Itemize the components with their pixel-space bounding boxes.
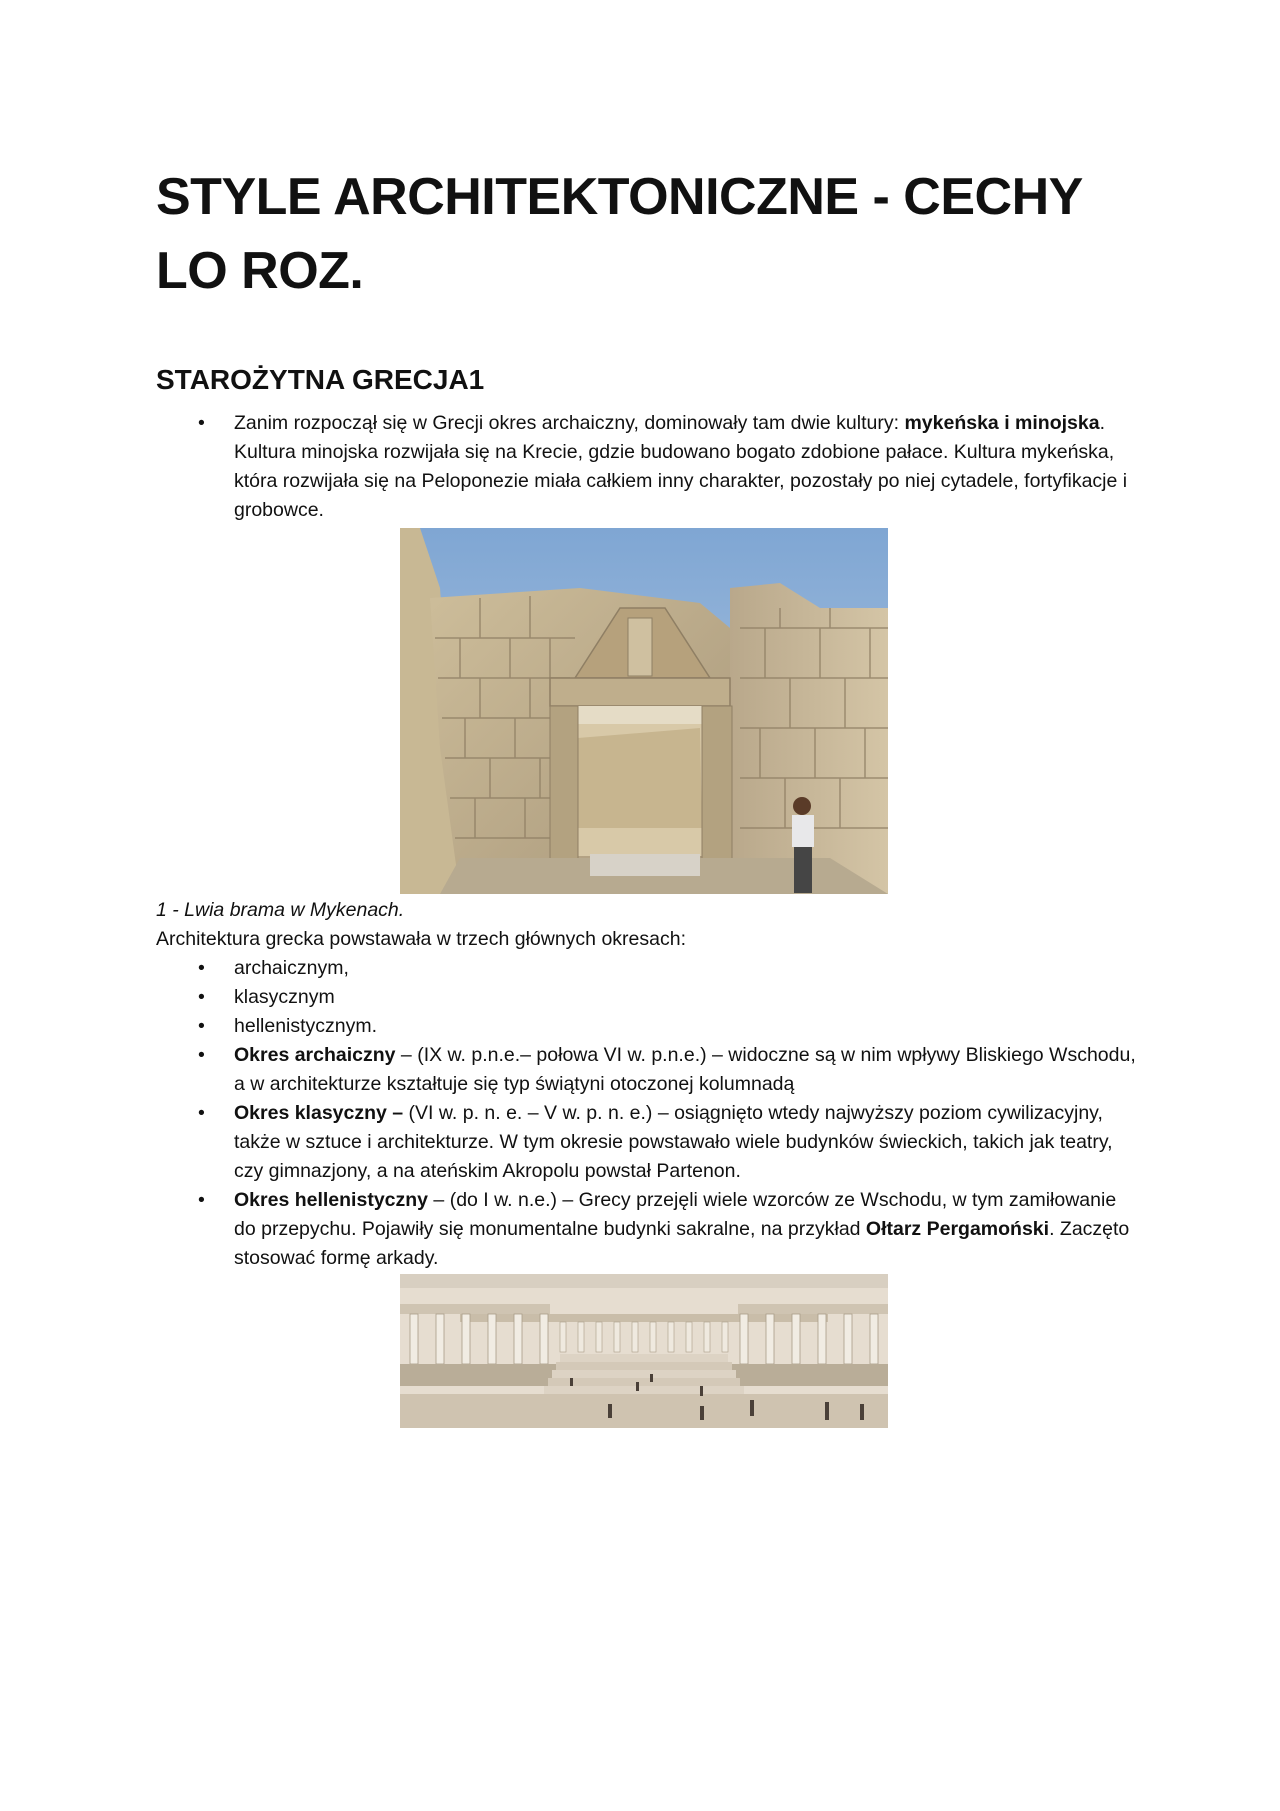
period-term: Okres archaiczny xyxy=(234,1044,396,1066)
intro-bold: mykeńska i minojska xyxy=(904,412,1100,434)
intro-text-2: . Kultura minojska rozwijała się na Krecie, gdzie budowano bogato zdobione pałace. Kultura mykeńska, która rozwijała się na Peloponezie miała całkiem inny charakter, pozostały po niej cytadele, fortyfikacje i grobowce. xyxy=(234,412,1128,521)
pergamon-altar-illustration xyxy=(400,1274,888,1428)
period-bold: Ołtarz Pergamoński xyxy=(865,1218,1050,1240)
figure-caption: 1 - Lwia brama w Mykenach. xyxy=(156,899,405,921)
periods-list xyxy=(156,954,1136,1273)
list-item: • klasycznym xyxy=(156,983,1136,1012)
section-heading: STAROŻYTNA GRECJA1 xyxy=(156,364,485,395)
period-term: Okres klasyczny – xyxy=(234,1102,404,1124)
period-term: Okres hellenistyczny xyxy=(234,1189,429,1211)
period-text: – (do I w. n.e.) – Grecy przejęli wiele wzorców ze Wschodu, w tym zamiłowanie do przepychu. Pojawiły się monumentalne budynki sakralne, na przykład xyxy=(234,1189,1117,1240)
pergamon-altar-photo xyxy=(400,1274,888,1428)
period-text: . Zaczęto stosować formę arkady. xyxy=(234,1218,1130,1269)
period-text: – (IX w. p.n.e.– połowa VI w. p.n.e.) – widoczne są w nim wpływy Bliskiego Wschodu, a w architekturze kształtuje się typ świątyni otoczonej kolumnadą xyxy=(234,1044,1136,1095)
list-item xyxy=(156,1099,1136,1186)
period-text: (VI w. p. n. e. – V w. p. n. e.) – osiągnięto wtedy najwyższy poziom cywilizacyjny, także w sztuce i architekturze. W tym okresie powstawało wiele budynków świeckich, takich jak teatry, czy gimnazjony, a na ateńskim Akropolu powstał Partenon. xyxy=(234,1102,1113,1182)
list-item xyxy=(156,1041,1136,1099)
intro-list xyxy=(156,409,1136,525)
intro-item xyxy=(156,409,1136,525)
lion-gate-photo xyxy=(400,528,888,894)
list-item xyxy=(156,1186,1136,1273)
list-item: • hellenistycznym. xyxy=(156,1012,1136,1041)
list-item: • archaicznym, xyxy=(156,954,1136,983)
page-title: STYLE ARCHITEKTONICZNE - CECHY LO ROZ. xyxy=(156,168,1082,300)
lead-paragraph: Architektura grecka powstawała w trzech głównych okresach: xyxy=(156,928,686,950)
lion-gate-illustration xyxy=(400,528,888,894)
intro-text-1: Zanim rozpoczął się w Grecji okres archaiczny, dominowały tam dwie kultury: xyxy=(234,412,905,434)
